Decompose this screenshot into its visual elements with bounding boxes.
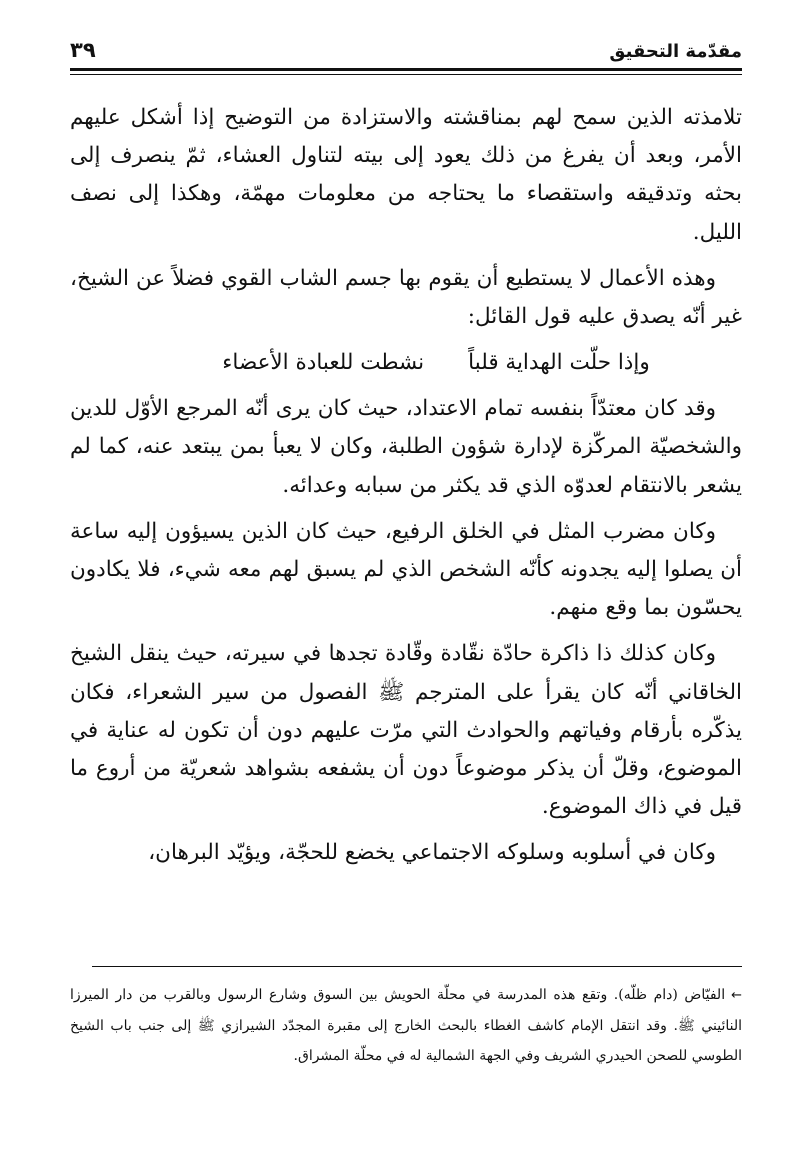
header-rule — [70, 68, 742, 75]
running-header — [70, 28, 742, 62]
poetry-verse — [70, 344, 742, 382]
paragraph: وكان كذلك ذا ذاكرة حادّة نقّادة وقّادة تجدها في سيرته، حيث ينقل الشيخ الخاقاني أنّه كان يقرأ على المترجم ﷺ الفصول من سير الشعراء، فكان يذكّره بأرقام وفياتهم والحوادث التي مرّت عليهم دون أن تكون له عناية في الموضوع، وقلّ أن يذكر موضوعاً دون أن يشفعه بشواهد شعريّة من أروع ما قيل في ذاك الموضوع. — [70, 641, 742, 820]
paragraph: وكان مضرب المثل في الخلق الرفيع، حيث كان الذين يسيؤون إليه ساعة أن يصلوا إليه يجدونه كأنّه الشخص الذي لم يسبق لهم معه شيء، فلا يكادون يحسّون بما وقع منهم. — [70, 518, 742, 621]
verse-first-hemistich: وإذا حلّت الهداية قلباً — [468, 350, 650, 376]
paragraph: وقد كان معتدّاً بنفسه تمام الاعتداد، حيث كان يرى أنّه المرجع الأوّل للدين والشخصيّة المركّزة لإدارة شؤون الطلبة، وكان لا يعبأ بمن يبتعد عنه، كما لم يشعر بالانتقام لعدوّه الذي قد يكثر من سبابه وعدائه. — [70, 396, 742, 498]
footnote-text: الفيّاض (دام ظلّه). وتقع هذه المدرسة في محلّة الحويش بين السوق وشارع الرسول وبالقرب من دار الميرزا النائيني ﷺ. وقد انتقل الإمام كاشف الغطاء بالبحث الخارج إلى مقبرة المجدّد الشيرازي ﷺ إلى جنب باب الشيخ الطوسي للصحن الحيدري الشريف وفي الجهة الشمالية له في محلّة المشراق. — [70, 987, 742, 1064]
running-header-title: مقدّمة التحقيق — [609, 41, 742, 62]
paragraph: وكان في أسلوبه وسلوكه الاجتماعي يخضع للحجّة، ويؤيّد البرهان، — [148, 840, 716, 866]
continuation-arrow-icon: ← — [731, 988, 742, 1003]
verse-second-hemistich: نشطت للعبادة الأعضاء — [222, 350, 425, 376]
paragraph: تلامذته الذين سمح لهم بمناقشته والاستزادة من التوضيح إذا أشكل عليهم الأمر، وبعد أن يفرغ من ذلك يعود إلى بيته لتناول العشاء، ثمّ ينصرف إلى بحثه وتدقيقه واستقصاء ما يحتاجه من معلومات مهمّة، وهكذا إلى نصف الليل. — [70, 105, 742, 245]
footnote — [70, 980, 742, 1071]
page-number: ٣٩ — [70, 38, 96, 62]
paragraph: وهذه الأعمال لا يستطيع أن يقوم بها جسم الشاب القوي فضلاً عن الشيخ، غير أنّه يصدق عليه قول القائل: — [70, 265, 742, 330]
body-text — [70, 99, 742, 873]
footnote-separator — [92, 966, 742, 967]
book-page — [70, 28, 742, 1133]
